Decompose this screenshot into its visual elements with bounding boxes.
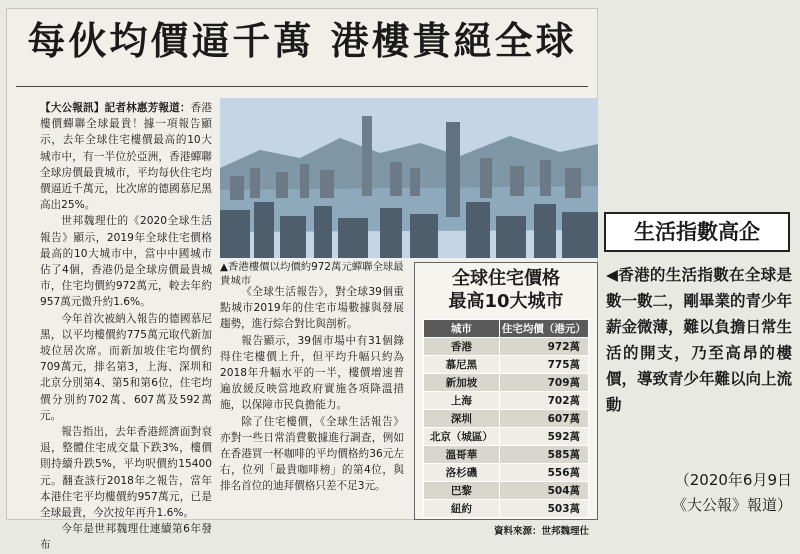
side-citation: （2020年6月9日 《大公報》報道）: [671, 471, 792, 514]
table-row: 慕尼黑 775萬: [424, 356, 589, 374]
side-commentary: ◀香港的生活指數在全球是數一數二，剛畢業的青少年薪金微薄，難以負擔日常生活的開支，乃至高昂的樓價，導致青少年難以向上流動: [606, 266, 793, 414]
article-paragraph: 報告顯示，39個市場中有31個錄得住宅樓價上升，但平均升幅只約為2018年升幅水平的一半，樓價增速普遍放緩反映當地政府實施各項降溫措施，以保障市民負擔能力。: [220, 334, 404, 412]
headline-divider: [16, 86, 588, 87]
article-paragraph: 除了住宅樓價，《全球生活報告》亦對一些日常消費數據進行調查，例如在香港買一杯咖啡的平均價格約36元左右，位列「最貴咖啡榜」的第4位，與排名首位的迪拜價格只差不足3元。: [220, 415, 404, 493]
table-source: 資料來源：世邦魏理仕: [493, 526, 589, 537]
table-row: 紐約 503萬: [424, 500, 589, 518]
table-title: 全球住宅價格 最高10大城市: [448, 268, 564, 312]
headline: 每伙均價逼千萬 港樓貴絕全球: [27, 19, 577, 63]
table-row: 深圳 607萬: [424, 410, 589, 428]
article-paragraph: 【大公報訊】記者林惠芳報道：香港樓價蟬聯全球最貴！據一項報告顯示，去年全球住宅樓價最高的10大城市中，有一半位於亞洲，香港蟬聯全球房價最貴城市，平均每伙住宅均價逼近千萬元，比次席的德國慕尼黑高出25%。: [40, 102, 213, 212]
table-row: 溫哥華 585萬: [424, 446, 589, 464]
header-price: 住宅均價（港元）: [499, 320, 588, 338]
article-paragraph: 報告指出，去年香港經濟面對衰退，整體住宅成交量下跌3%，樓價則持續升跌5%，平均呎價約15400元。翻查該行2018年之報告，當年本港住宅平均樓價約957萬元，已是全球最貴，今次按年再升1.6%。: [40, 426, 212, 520]
article-column-2: [220, 284, 404, 495]
table-row: 巴黎 504萬: [424, 482, 589, 500]
table-header-row: [424, 320, 589, 338]
price-ranking-table: [423, 319, 589, 518]
photo-caption: ▲香港樓價以均價約972萬元蟬聯全球最貴城市: [220, 261, 404, 287]
table-row: 香港 972萬: [424, 338, 589, 356]
newspaper-clipping: [6, 8, 598, 552]
article-column-1: [40, 100, 212, 554]
article-paragraph: 世邦魏理仕的《2020全球生活報告》顯示，2019年全球住宅價格最高的10大城市中，當中中國城市佔了4個，香港仍是全球房價最貴城市，住宅均價約972萬元，較去年約957萬元微升約1.6%。: [40, 215, 212, 309]
price-ranking-table-box: [414, 262, 598, 537]
article-paragraph: 今年首次被納入報告的德國慕尼黑，以平均樓價約775萬元取代新加坡位居次席。而新加坡住宅均價約709萬元，排名第3，上海、深圳和北京分別第4、第5和第6位，住宅均價分別約702萬、607萬及592萬元。: [40, 312, 212, 422]
side-tag: 生活指數高企: [604, 212, 790, 252]
table-row: 北京（城區） 592萬: [424, 428, 589, 446]
byline: 【大公報訊】記者林惠芳報道：: [40, 102, 191, 114]
header-city: 城市: [424, 320, 500, 338]
table-row: 新加坡 709萬: [424, 374, 589, 392]
article-paragraph: 今年是世邦魏理仕連續第6年發布: [40, 523, 212, 552]
hong-kong-skyline-photo: [220, 98, 598, 258]
table-row: 洛杉磯 556萬: [424, 464, 589, 482]
article-paragraph: 《全球生活報告》，對全球39個重點城市2019年的住宅市場數據與發展趨勢，進行綜合對比與剖析。: [220, 286, 404, 331]
table-row: 上海 702萬: [424, 392, 589, 410]
